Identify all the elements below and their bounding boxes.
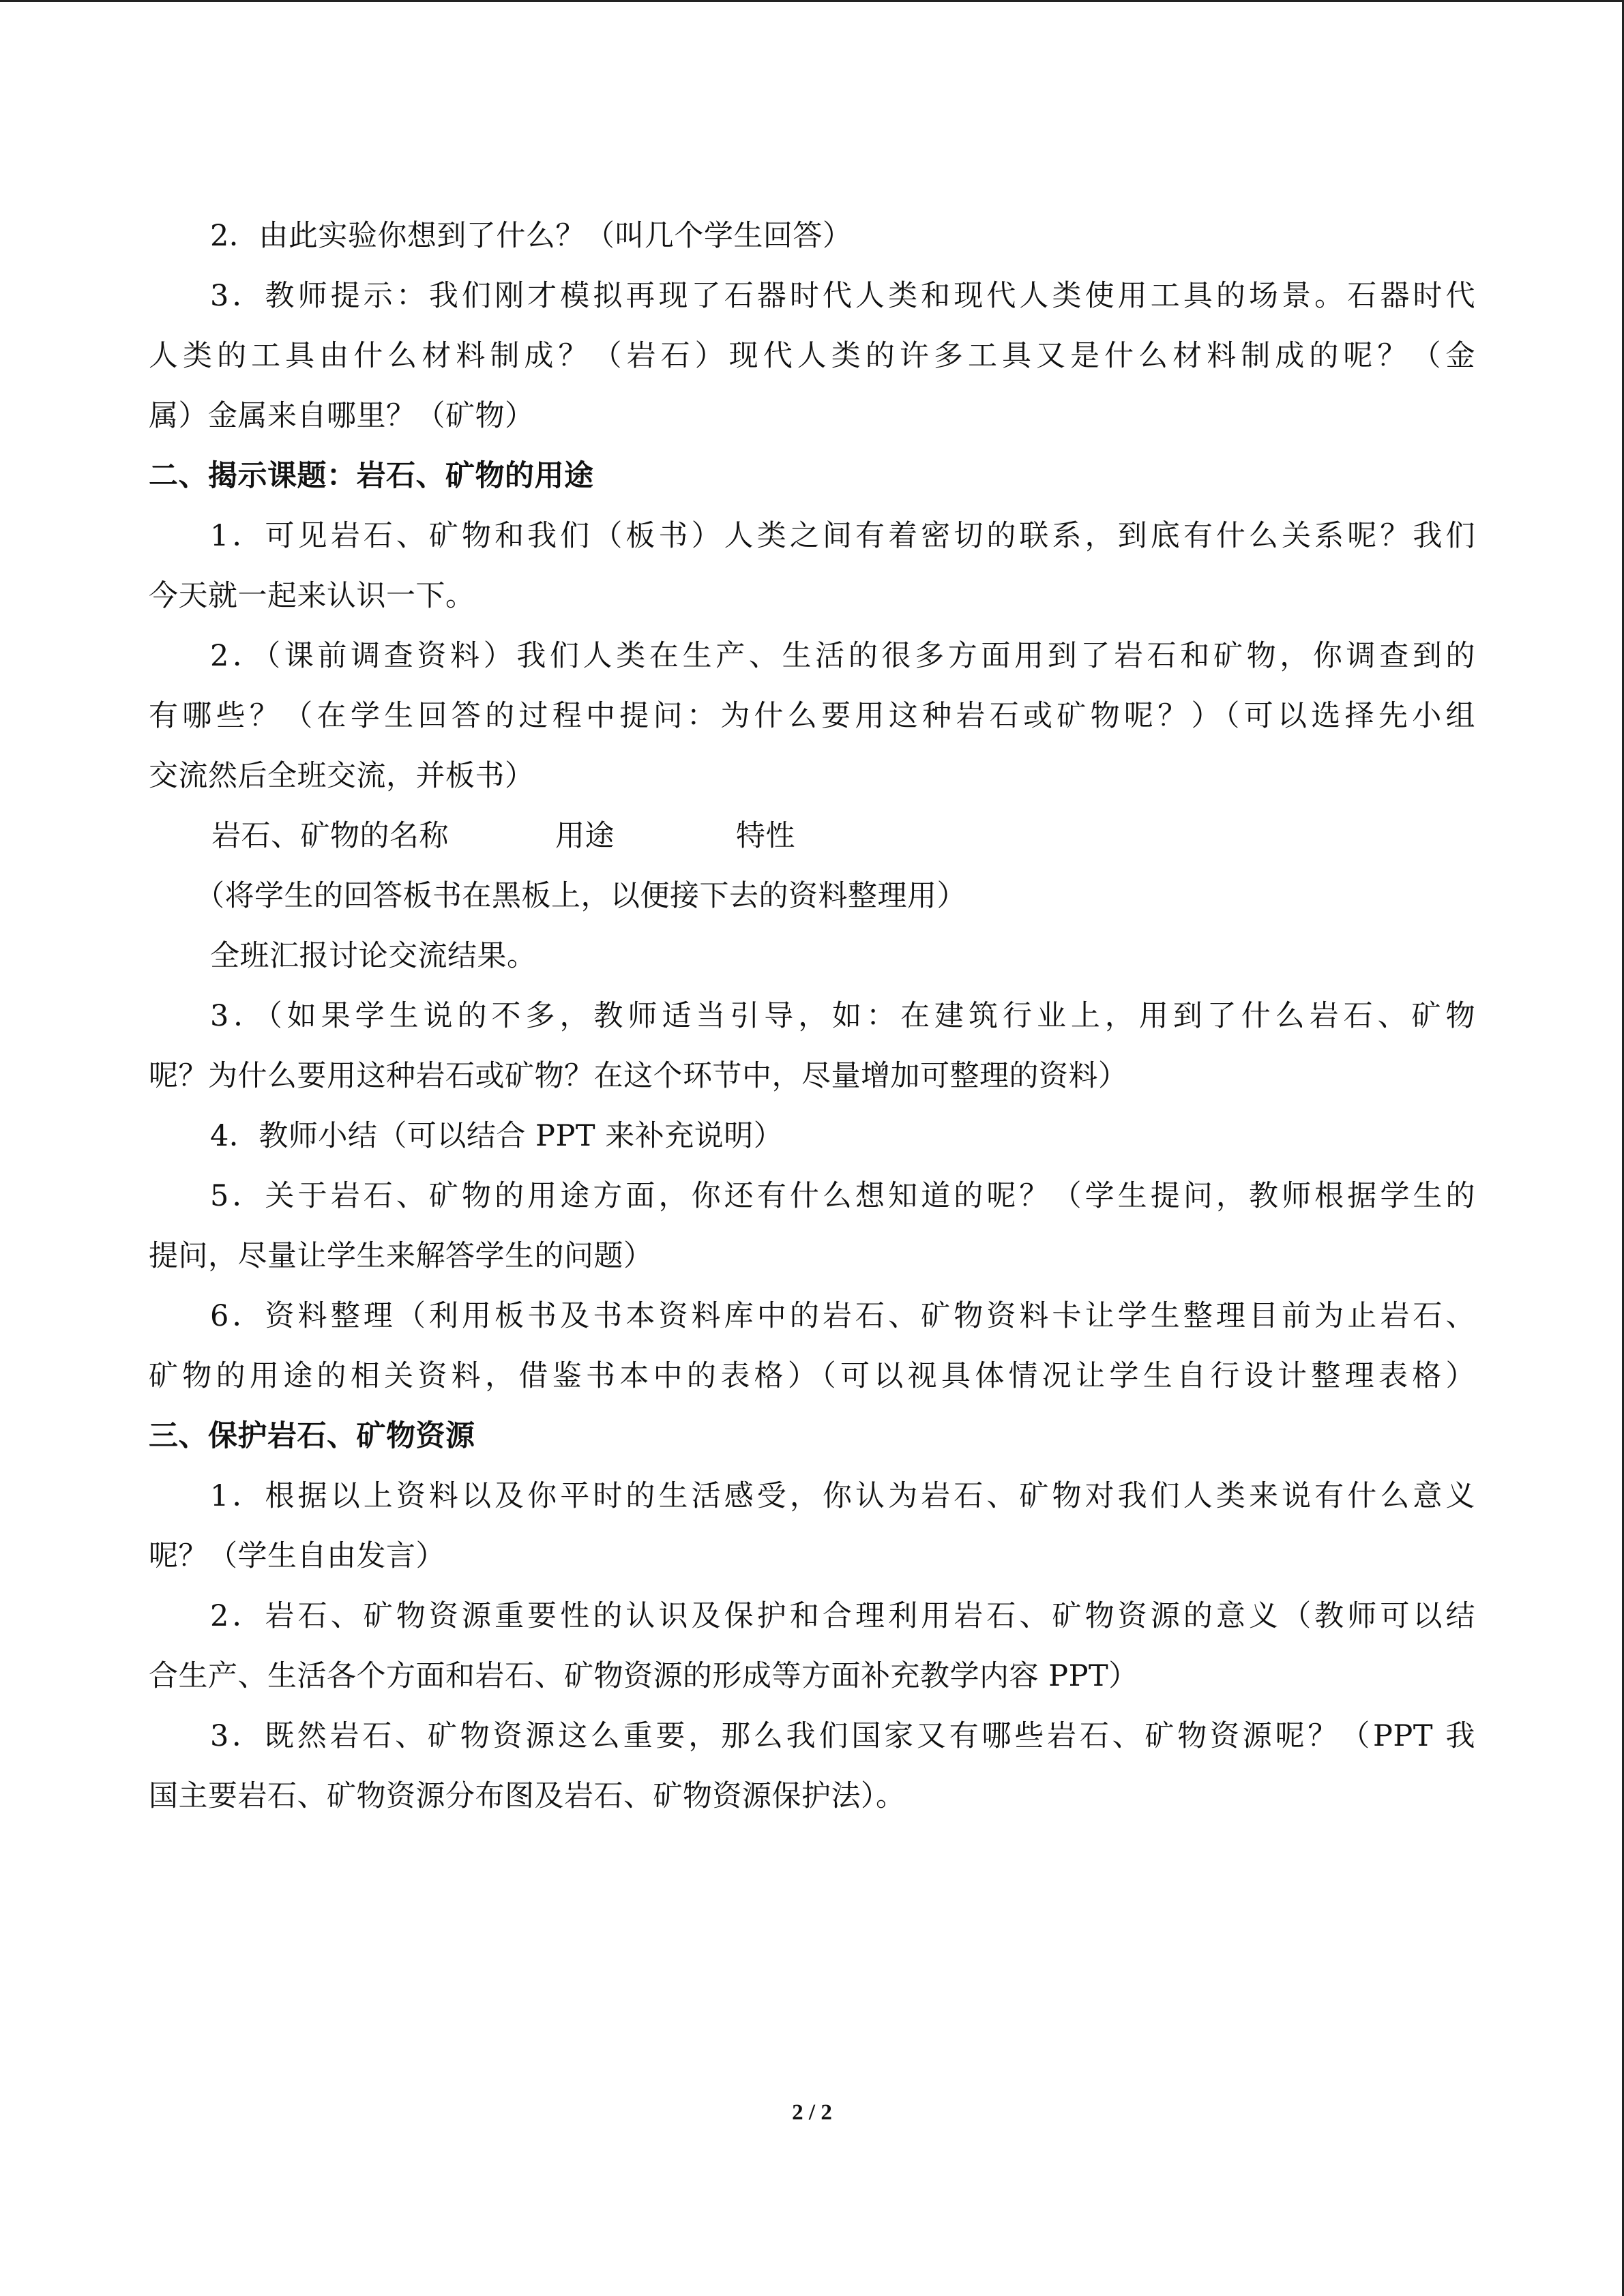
table-header-use: 用途 (555, 819, 615, 853)
paragraph-line: 3．既然岩石、矿物资源这么重要，那么我们国家又有哪些岩石、矿物资源呢？（PPT 我 (210, 1719, 1475, 1753)
board-table-header (149, 806, 1475, 866)
paragraph-line: 有哪些？（在学生回答的过程中提问：为什么要用这种岩石或矿物呢？）（可以选择先小组 (149, 699, 1475, 733)
paragraph-line: 呢？为什么要用这种岩石或矿物？在这个环节中，尽量增加可整理的资料） (149, 1059, 1128, 1093)
paragraph-line: 呢？（学生自由发言） (149, 1539, 445, 1573)
paragraph-line: （将学生的回答板书在黑板上，以便接下去的资料整理用） (195, 879, 966, 913)
paragraph-line: 2．由此实验你想到了什么？（叫几个学生回答） (210, 219, 853, 253)
table-header-name: 岩石、矿物的名称 (211, 819, 449, 853)
paragraph-line: 国主要岩石、矿物资源分布图及岩石、矿物资源保护法）。 (149, 1779, 906, 1813)
page-number: 2 / 2 (792, 2100, 832, 2125)
section-heading: 三、保护岩石、矿物资源 (149, 1419, 475, 1453)
paragraph-line: 合生产、生活各个方面和岩石、矿物资源的形成等方面补充教学内容 PPT） (149, 1659, 1138, 1693)
paragraph-line: 提问，尽量让学生来解答学生的问题） (149, 1239, 653, 1273)
paragraph-line: 3．教师提示：我们刚才模拟再现了石器时代人类和现代人类使用工具的场景。石器时代 (210, 279, 1475, 313)
paragraph-line: 5．关于岩石、矿物的用途方面，你还有什么想知道的呢？（学生提问，教师根据学生的 (210, 1179, 1475, 1213)
paragraph-line: 属）金属来自哪里？（矿物） (149, 399, 535, 433)
paragraph-line: 3．（如果学生说的不多，教师适当引导，如：在建筑行业上，用到了什么岩石、矿物 (210, 999, 1475, 1033)
section-heading: 二、揭示课题：岩石、矿物的用途 (149, 459, 594, 493)
paragraph-line: 4．教师小结（可以结合 PPT 来补充说明） (210, 1119, 784, 1153)
paragraph-line: 2．（课前调查资料）我们人类在生产、生活的很多方面用到了岩石和矿物，你调查到的 (210, 639, 1475, 673)
paragraph-line: 人类的工具由什么材料制成？（岩石）现代人类的许多工具又是什么材料制成的呢？（金 (149, 339, 1475, 373)
paragraph-line: 1．可见岩石、矿物和我们（板书）人类之间有着密切的联系，到底有什么关系呢？我们 (210, 519, 1475, 553)
paragraph-line: 今天就一起来认识一下。 (149, 579, 475, 613)
document-body (149, 206, 1475, 1826)
paragraph-line: 2．岩石、矿物资源重要性的认识及保护和合理利用岩石、矿物资源的意义（教师可以结 (210, 1599, 1475, 1633)
paragraph-line: 6．资料整理（利用板书及书本资料库中的岩石、矿物资料卡让学生整理目前为止岩石、 (210, 1299, 1475, 1333)
paragraph-line: 全班汇报讨论交流结果。 (210, 939, 537, 973)
paragraph-line: 矿物的用途的相关资料，借鉴书本中的表格）（可以视具体情况让学生自行设计整理表格） (149, 1359, 1475, 1393)
paragraph-line: 交流然后全班交流，并板书） (149, 759, 535, 793)
paragraph-line: 1．根据以上资料以及你平时的生活感受，你认为岩石、矿物对我们人类来说有什么意义 (210, 1479, 1475, 1513)
table-header-property: 特性 (736, 819, 795, 853)
